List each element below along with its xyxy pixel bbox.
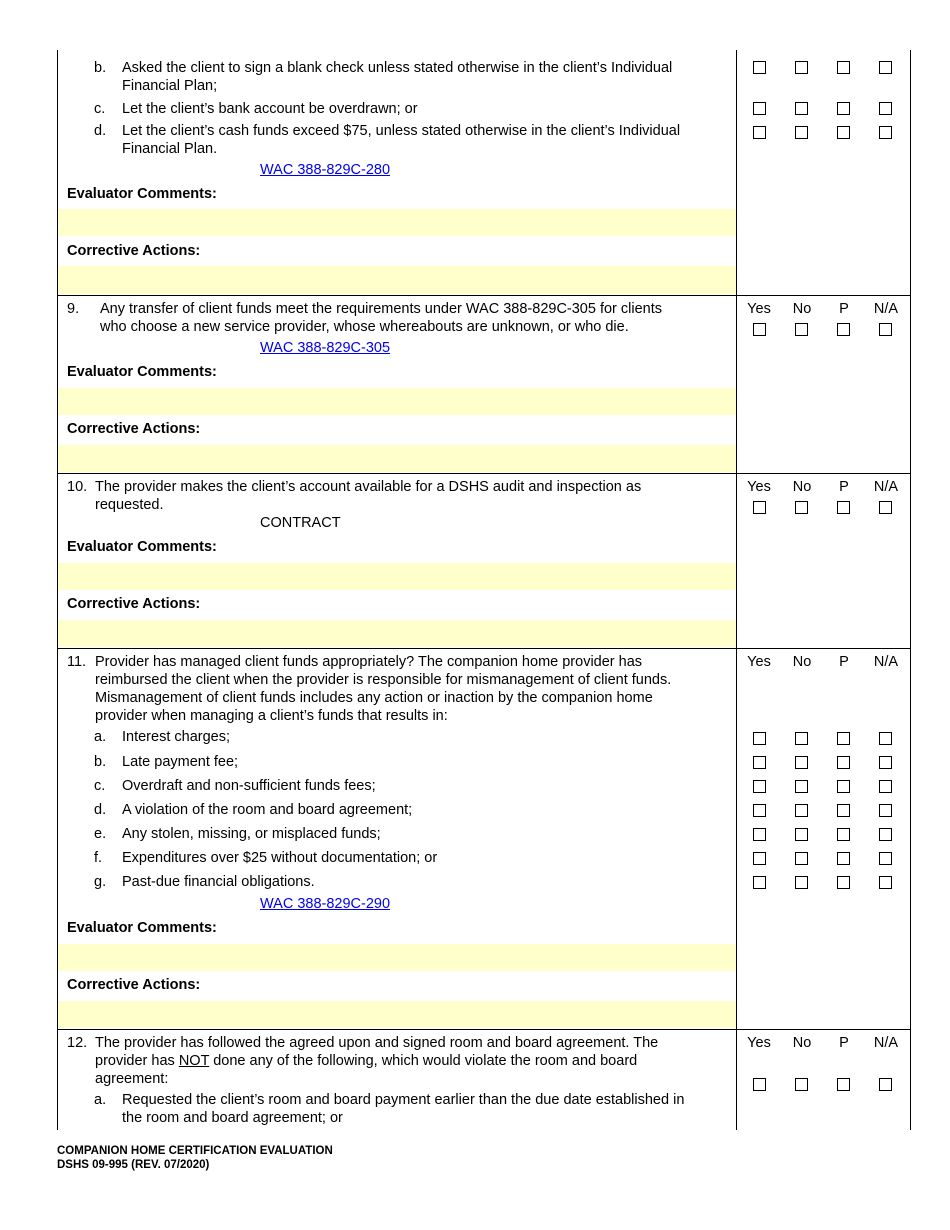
table-divider xyxy=(736,50,737,1130)
question-number: 10. xyxy=(67,479,88,495)
checkbox-yes[interactable] xyxy=(753,1078,766,1091)
question-text: requested. xyxy=(95,497,164,513)
checkbox-p[interactable] xyxy=(837,804,850,817)
corrective-actions-label: Corrective Actions: xyxy=(67,243,201,259)
item-text: Past-due financial obligations. xyxy=(122,874,315,890)
item-label: b. xyxy=(94,754,107,770)
item-text: Interest charges; xyxy=(122,729,230,745)
checkbox-na[interactable] xyxy=(879,852,892,865)
evaluator-comments-field[interactable] xyxy=(58,944,736,971)
answer-header-yes: Yes xyxy=(747,301,771,317)
checkbox-yes[interactable] xyxy=(753,804,766,817)
item-label: d. xyxy=(94,802,107,818)
corrective-actions-field[interactable] xyxy=(58,445,736,472)
checkbox-yes[interactable] xyxy=(753,876,766,889)
question-text xyxy=(95,1052,637,1070)
checkbox-yes[interactable] xyxy=(753,756,766,769)
checkbox-na[interactable] xyxy=(879,323,892,336)
corrective-actions-field[interactable] xyxy=(58,266,736,294)
emphasis-not: NOT xyxy=(178,1053,210,1069)
item-label: a. xyxy=(94,729,107,745)
item-text: Late payment fee; xyxy=(122,754,239,770)
answer-header-na: N/A xyxy=(873,1035,899,1051)
wac-reference-link[interactable]: WAC 388-829C-290 xyxy=(260,896,391,912)
item-text: Let the client’s cash funds exceed $75, unless stated otherwise in the client’s Individual xyxy=(122,123,681,139)
question-text: provider when managing a client’s funds that results in: xyxy=(95,708,448,724)
item-text: Expenditures over $25 without documentation; or xyxy=(122,850,438,866)
checkbox-na[interactable] xyxy=(879,61,892,74)
question-text: reimbursed the client when the provider is responsible for mismanagement of client funds. xyxy=(95,672,672,688)
checkbox-p[interactable] xyxy=(837,876,850,889)
checkbox-no[interactable] xyxy=(795,61,808,74)
item-text: Let the client’s bank account be overdrawn; or xyxy=(122,101,418,117)
checkbox-p[interactable] xyxy=(837,501,850,514)
answer-header-no: No xyxy=(792,479,812,495)
evaluator-comments-label: Evaluator Comments: xyxy=(67,920,217,936)
checkbox-na[interactable] xyxy=(879,780,892,793)
checkbox-no[interactable] xyxy=(795,828,808,841)
item-label: f. xyxy=(94,850,103,866)
checkbox-p[interactable] xyxy=(837,61,850,74)
answer-header-p: P xyxy=(839,479,849,495)
question-text-part: provider has xyxy=(95,1053,179,1069)
question-text: agreement: xyxy=(95,1071,169,1087)
question-text: The provider makes the client’s account available for a DSHS audit and inspection as xyxy=(95,479,642,495)
question-text: who choose a new service provider, whose whereabouts are unknown, or who die. xyxy=(100,319,629,335)
corrective-actions-label: Corrective Actions: xyxy=(67,421,201,437)
row-separator xyxy=(57,648,911,649)
item-text: Requested the client’s room and board payment earlier than the due date established in xyxy=(122,1092,685,1108)
item-text: Asked the client to sign a blank check unless stated otherwise in the client’s Individual xyxy=(122,60,673,76)
checkbox-no[interactable] xyxy=(795,876,808,889)
question-text: Provider has managed client funds appropriately? The companion home provider has xyxy=(95,654,643,670)
checkbox-na[interactable] xyxy=(879,126,892,139)
item-text: A violation of the room and board agreement; xyxy=(122,802,413,818)
evaluator-comments-field[interactable] xyxy=(58,388,736,415)
corrective-actions-field[interactable] xyxy=(58,1001,736,1028)
checkbox-yes[interactable] xyxy=(753,732,766,745)
item-text: Financial Plan. xyxy=(122,141,218,157)
evaluator-comments-label: Evaluator Comments: xyxy=(67,539,217,555)
checkbox-na[interactable] xyxy=(879,804,892,817)
checkbox-p[interactable] xyxy=(837,828,850,841)
checkbox-no[interactable] xyxy=(795,323,808,336)
checkbox-no[interactable] xyxy=(795,126,808,139)
item-label: a. xyxy=(94,1092,107,1108)
question-number: 11. xyxy=(67,654,87,670)
row-separator xyxy=(57,295,911,296)
checkbox-p[interactable] xyxy=(837,780,850,793)
checkbox-yes[interactable] xyxy=(753,102,766,115)
checkbox-no[interactable] xyxy=(795,501,808,514)
checkbox-p[interactable] xyxy=(837,1078,850,1091)
answer-header-na: N/A xyxy=(873,479,899,495)
answer-header-no: No xyxy=(792,1035,812,1051)
checkbox-no[interactable] xyxy=(795,756,808,769)
checkbox-yes[interactable] xyxy=(753,126,766,139)
footer-form-number: DSHS 09-995 (REV. 07/2020) xyxy=(57,1159,210,1171)
checkbox-no[interactable] xyxy=(795,780,808,793)
answer-header-yes: Yes xyxy=(747,1035,771,1051)
evaluator-comments-field[interactable] xyxy=(58,563,736,590)
item-label: e. xyxy=(94,826,107,842)
question-number: 9. xyxy=(67,301,80,317)
wac-reference-link[interactable]: WAC 388-829C-305 xyxy=(260,340,391,356)
checkbox-na[interactable] xyxy=(879,756,892,769)
checkbox-p[interactable] xyxy=(837,756,850,769)
checkbox-yes[interactable] xyxy=(753,828,766,841)
item-label: c. xyxy=(94,101,106,117)
checkbox-no[interactable] xyxy=(795,852,808,865)
checkbox-no[interactable] xyxy=(795,102,808,115)
checkbox-na[interactable] xyxy=(879,732,892,745)
question-number: 12. xyxy=(67,1035,88,1051)
corrective-actions-field[interactable] xyxy=(58,620,736,647)
checkbox-na[interactable] xyxy=(879,828,892,841)
item-label: c. xyxy=(94,778,106,794)
wac-reference-link[interactable]: WAC 388-829C-280 xyxy=(260,162,391,178)
question-text-part: done any of the following, which would violate the room and board xyxy=(209,1053,638,1069)
checkbox-yes[interactable] xyxy=(753,780,766,793)
item-label: b. xyxy=(94,60,107,76)
checkbox-na[interactable] xyxy=(879,1078,892,1091)
item-text: the room and board agreement; or xyxy=(122,1110,343,1126)
corrective-actions-label: Corrective Actions: xyxy=(67,596,201,612)
row-separator xyxy=(57,1029,911,1030)
answer-header-p: P xyxy=(839,1035,849,1051)
checkbox-p[interactable] xyxy=(837,102,850,115)
answer-header-p: P xyxy=(839,654,849,670)
answer-header-na: N/A xyxy=(873,654,899,670)
checkbox-p[interactable] xyxy=(837,852,850,865)
item-text: Any stolen, missing, or misplaced funds; xyxy=(122,826,381,842)
checkbox-yes[interactable] xyxy=(753,501,766,514)
checkbox-na[interactable] xyxy=(879,501,892,514)
checkbox-na[interactable] xyxy=(879,102,892,115)
answer-header-yes: Yes xyxy=(747,654,771,670)
item-text: Overdraft and non-sufficient funds fees; xyxy=(122,778,376,794)
answer-header-no: No xyxy=(792,301,812,317)
checkbox-p[interactable] xyxy=(837,323,850,336)
question-text: Any transfer of client funds meet the requirements under WAC 388-829C-305 for clients xyxy=(100,301,663,317)
checkbox-yes[interactable] xyxy=(753,61,766,74)
checkbox-p[interactable] xyxy=(837,732,850,745)
item-label: g. xyxy=(94,874,107,890)
answer-header-p: P xyxy=(839,301,849,317)
answer-header-yes: Yes xyxy=(747,479,771,495)
checkbox-yes[interactable] xyxy=(753,852,766,865)
evaluator-comments-field[interactable] xyxy=(58,209,736,236)
checkbox-no[interactable] xyxy=(795,804,808,817)
footer-title: COMPANION HOME CERTIFICATION EVALUATION xyxy=(57,1145,333,1157)
answer-header-no: No xyxy=(792,654,812,670)
table-right-border xyxy=(910,50,911,1130)
checkbox-yes[interactable] xyxy=(753,323,766,336)
checkbox-p[interactable] xyxy=(837,126,850,139)
checkbox-no[interactable] xyxy=(795,732,808,745)
row-separator xyxy=(57,473,911,474)
corrective-actions-label: Corrective Actions: xyxy=(67,977,201,993)
question-text: The provider has followed the agreed upon and signed room and board agreement. The xyxy=(95,1035,659,1051)
question-text: Mismanagement of client funds includes any action or inaction by the companion home xyxy=(95,690,653,706)
evaluator-comments-label: Evaluator Comments: xyxy=(67,186,217,202)
item-text: Financial Plan; xyxy=(122,78,218,94)
evaluator-comments-label: Evaluator Comments: xyxy=(67,364,217,380)
checkbox-na[interactable] xyxy=(879,876,892,889)
answer-header-na: N/A xyxy=(873,301,899,317)
contract-reference: CONTRACT xyxy=(260,515,341,531)
checkbox-no[interactable] xyxy=(795,1078,808,1091)
item-label: d. xyxy=(94,123,107,139)
